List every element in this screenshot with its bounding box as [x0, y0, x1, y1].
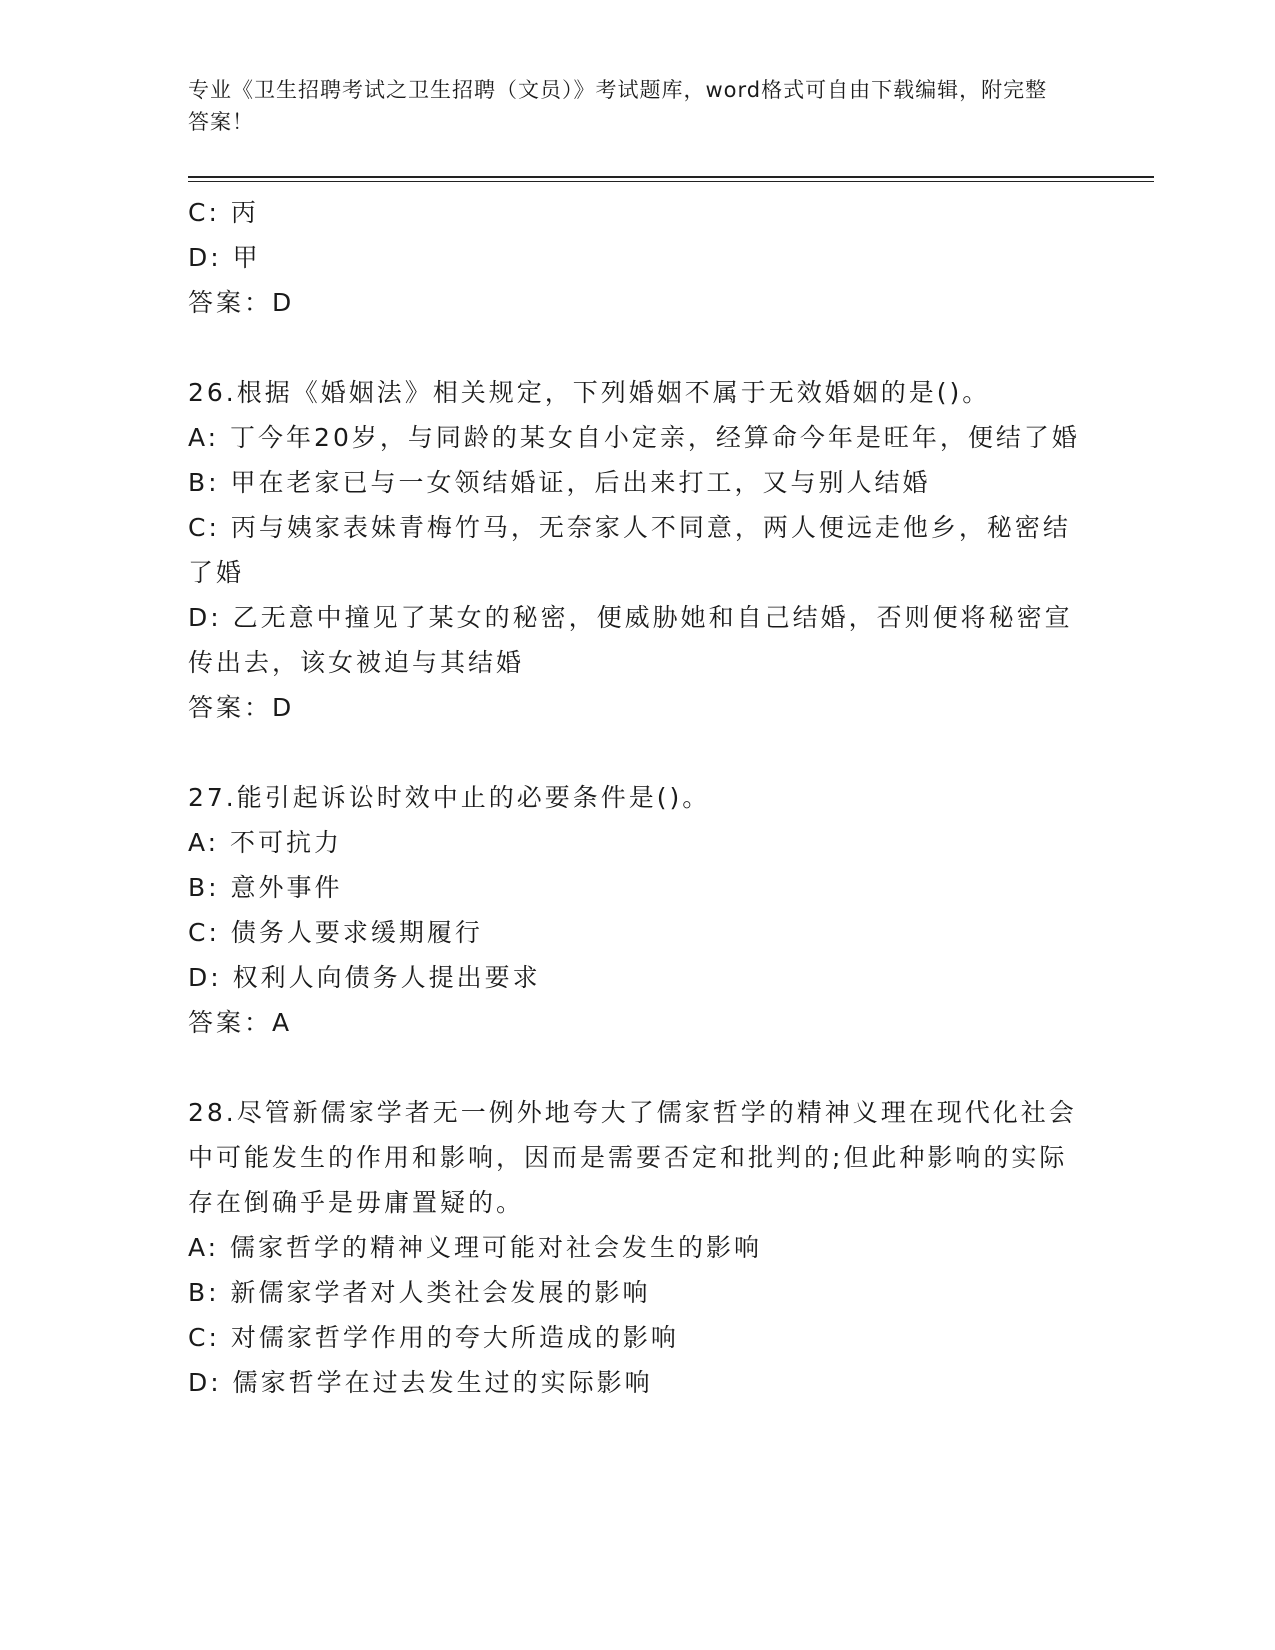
option-c: C: 对儒家哲学作用的夸大所造成的影响	[188, 1323, 679, 1352]
question-27	[188, 775, 1088, 1045]
question-list	[188, 190, 1088, 1405]
option-d: D: 权利人向债务人提出要求	[188, 963, 541, 992]
question-stem: 27.能引起诉讼时效中止的必要条件是()。	[188, 783, 711, 812]
document-header: 专业《卫生招聘考试之卫生招聘（文员）》考试题库，word格式可自由下载编辑，附完整答案！	[188, 78, 1048, 134]
option-d: D: 甲	[188, 243, 261, 272]
option-c: C: 丙	[188, 198, 259, 227]
spacer	[188, 730, 1088, 775]
answer: 答案：D	[188, 693, 295, 722]
question-stem: 26.根据《婚姻法》相关规定，下列婚姻不属于无效婚姻的是()。	[188, 378, 991, 407]
option-d: D: 儒家哲学在过去发生过的实际影响	[188, 1368, 653, 1397]
option-b: B: 甲在老家已与一女领结婚证，后出来打工，又与别人结婚	[188, 468, 931, 497]
question-26	[188, 370, 1088, 730]
answer: 答案：A	[188, 1008, 293, 1037]
option-b: B: 意外事件	[188, 873, 343, 902]
option-a: A: 丁今年20岁，与同龄的某女自小定亲，经算命今年是旺年，便结了婚	[188, 423, 1080, 452]
spacer	[188, 325, 1088, 370]
question-25-fragment	[188, 190, 1088, 325]
question-28	[188, 1090, 1088, 1405]
option-d: D: 乙无意中撞见了某女的秘密，便威胁她和自己结婚，否则便将秘密宣传出去，该女被迫与其结婚	[188, 603, 1073, 677]
option-c: C: 债务人要求缓期履行	[188, 918, 483, 947]
option-a: A: 不可抗力	[188, 828, 343, 857]
header-divider-thick	[188, 176, 1154, 178]
option-a: A: 儒家哲学的精神义理可能对社会发生的影响	[188, 1233, 763, 1262]
option-b: B: 新儒家学者对人类社会发展的影响	[188, 1278, 651, 1307]
header-divider-thin	[188, 181, 1154, 182]
spacer	[188, 1045, 1088, 1090]
answer: 答案：D	[188, 288, 295, 317]
question-stem: 28.尽管新儒家学者无一例外地夸大了儒家哲学的精神义理在现代化社会中可能发生的作用和影响，因而是需要否定和批判的;但此种影响的实际存在倒确乎是毋庸置疑的。	[188, 1098, 1077, 1217]
option-c: C: 丙与姨家表妹青梅竹马，无奈家人不同意，两人便远走他乡，秘密结了婚	[188, 513, 1071, 587]
